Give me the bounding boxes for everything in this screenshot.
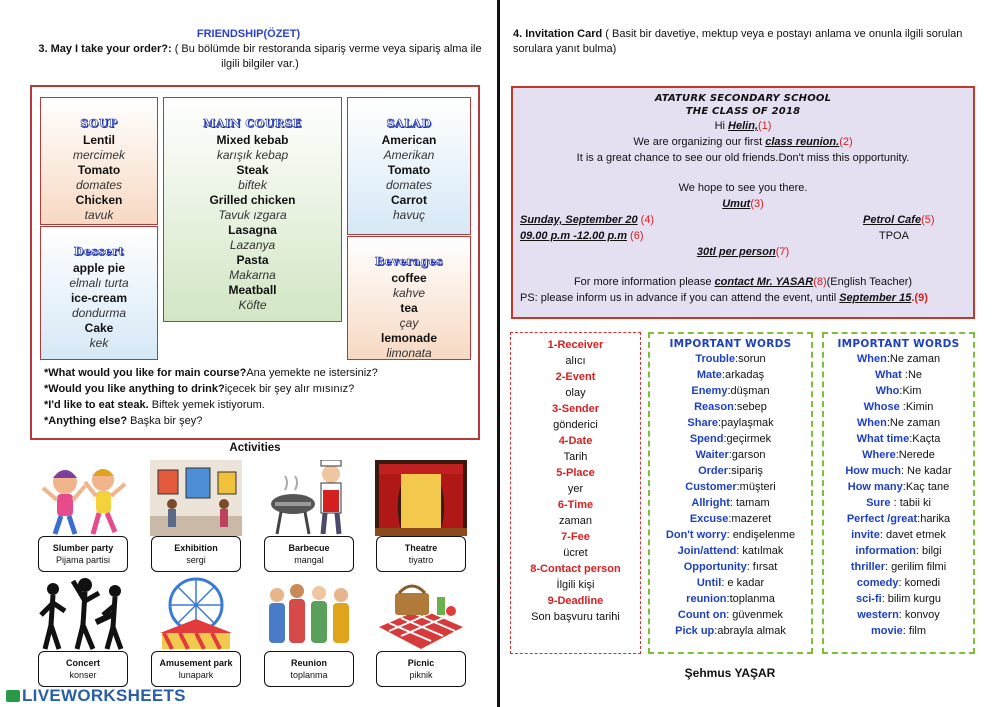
word-en: Customer	[685, 481, 737, 493]
word-row	[824, 479, 973, 495]
activity-label	[151, 536, 241, 572]
word-en: Allright	[691, 497, 730, 509]
word-row	[824, 431, 973, 447]
theatre-image	[375, 460, 467, 536]
word-row	[824, 463, 973, 479]
menu-item-en: tea	[400, 301, 418, 315]
important-words-list-1	[650, 351, 811, 639]
invitation-greeting	[513, 118, 973, 134]
word-row	[824, 527, 973, 543]
word-tr: : güvenmek	[726, 609, 784, 621]
important-words-list-2	[824, 351, 973, 639]
contact-num: (8)	[813, 276, 827, 288]
word-tr: :Ne zaman	[886, 417, 941, 429]
word-en: How many	[847, 481, 903, 493]
word-row	[824, 559, 973, 575]
question-line	[44, 397, 474, 413]
word-en: Whose	[863, 401, 903, 413]
menu-item-en: Pasta	[236, 253, 269, 267]
activity-exhibition	[146, 460, 246, 582]
important-words-box-1	[648, 332, 813, 654]
word-tr: : katılmak	[736, 545, 784, 557]
menu-item-en: Grilled chicken	[209, 193, 296, 207]
question-line	[44, 365, 474, 381]
word-en: Trouble	[695, 353, 736, 365]
activity-label	[151, 651, 241, 687]
menu-item-tr: limonata	[386, 346, 432, 360]
menu-item-tr: Tavuk ızgara	[218, 208, 287, 222]
word-row	[824, 591, 973, 607]
place-num: (5)	[921, 214, 935, 226]
word-tr: :harika	[917, 513, 951, 525]
invitation-class: THE CLASS OF 2018	[685, 106, 801, 117]
menu-dessert-title: Dessert	[73, 245, 125, 258]
part-translation: yer	[567, 483, 584, 495]
menu-item-tr: karışık kebap	[216, 148, 289, 162]
menu-item-en: ice-cream	[70, 291, 128, 305]
word-tr: :Ne	[904, 369, 923, 381]
part-label: 2-Event	[555, 371, 596, 383]
line1-pre: We are organizing our first	[633, 136, 766, 148]
word-tr: :sipariş	[728, 465, 763, 477]
part-translation: gönderici	[553, 419, 598, 431]
date-num: (4)	[637, 214, 655, 226]
word-row	[650, 527, 811, 543]
activity-label	[38, 536, 128, 572]
word-row	[650, 495, 811, 511]
word-en: Enemy	[691, 385, 728, 397]
menu-soup-card	[40, 97, 158, 225]
activity-en: Reunion	[291, 658, 327, 668]
word-tr: :Kaç tane	[902, 481, 950, 493]
menu-item-tr: Makarna	[229, 268, 276, 282]
word-tr: :abrayla almak	[714, 625, 786, 637]
menu-beverages-card	[347, 236, 471, 360]
reunion-image	[263, 575, 355, 651]
menu-item-tr: biftek	[238, 178, 267, 192]
word-en: Excuse	[689, 513, 729, 525]
ps-pre: PS: please inform us in advance if you can attend the event, until	[520, 292, 840, 304]
invitation-parts-list	[511, 337, 640, 625]
word-tr: : gerilim filmi	[885, 561, 947, 573]
word-row	[650, 607, 811, 623]
question-en: *I'd like to eat steak.	[44, 399, 149, 411]
part-label: 4-Date	[558, 435, 593, 447]
word-tr: : komedi	[898, 577, 941, 589]
word-tr: : tabii ki	[893, 497, 931, 509]
menu-item-en: Tomato	[77, 163, 121, 177]
time-value: 09.00 p.m -12.00 p.m	[520, 230, 627, 242]
activity-en: Picnic	[407, 658, 435, 668]
invitation-card	[511, 86, 975, 319]
word-row	[824, 607, 973, 623]
word-row	[824, 367, 973, 383]
part-translation: olay	[565, 387, 586, 399]
part-translation: Son başvuru tarihi	[531, 611, 620, 623]
word-en: reunion	[686, 593, 727, 605]
menu-salad-title: SALAD	[386, 117, 432, 130]
time-block	[520, 228, 644, 244]
liveworksheets-logo	[6, 686, 186, 706]
activity-theatre	[371, 460, 471, 582]
left-title: FRIENDSHIP(ÖZET)	[196, 28, 301, 40]
activity-en: Barbecue	[288, 543, 330, 553]
menu-item-tr: Amerikan	[383, 148, 435, 162]
activity-tr: piknik	[409, 670, 433, 680]
word-en: movie	[870, 625, 903, 637]
contact-pre: For more information please	[573, 276, 715, 288]
word-en: sci-fi	[856, 593, 882, 605]
word-row	[650, 559, 811, 575]
menu-item-en: coffee	[391, 271, 427, 285]
menu-item-tr: Köfte	[238, 298, 267, 312]
fee-num: (7)	[775, 246, 790, 258]
word-row	[824, 495, 973, 511]
activity-amusement-park	[146, 575, 246, 697]
left-subtitle	[30, 42, 490, 72]
left-subtitle-rest: ( Bu bölümde bir restoranda sipariş verme veya sipariş alma ile ilgili bilgiler var.)	[171, 43, 482, 70]
invitation-ps	[513, 290, 973, 306]
word-en: Join/attend	[677, 545, 737, 557]
place-sub: TPOA	[879, 230, 909, 242]
activity-en: Slumber party	[52, 543, 114, 553]
word-en: Reason	[694, 401, 734, 413]
word-tr: :Nerede	[895, 449, 935, 461]
sender-name: Umut	[722, 198, 751, 210]
word-tr: : tamam	[729, 497, 770, 509]
right-title-rest: ( Basit bir davetiye, mektup veya e postayı anlama ve onunla ilgili sorulan sorulara yanıt bulma)	[513, 28, 963, 55]
activity-concert	[33, 575, 133, 697]
activity-en: Theatre	[404, 543, 438, 553]
activity-label	[264, 651, 354, 687]
slumber-party-image	[37, 460, 129, 536]
activity-en: Concert	[65, 658, 100, 668]
word-tr: :toplanma	[726, 593, 775, 605]
contact-value: contact Mr. YASAR	[714, 276, 814, 288]
word-en: information	[855, 545, 916, 557]
word-row	[650, 351, 811, 367]
menu-item-tr: mercimek	[72, 148, 125, 162]
activity-label	[264, 536, 354, 572]
activity-barbecue	[259, 460, 359, 582]
important-words-title-1: IMPORTANT WORDS	[669, 338, 792, 350]
activity-tr: konser	[69, 670, 97, 680]
word-en: Spend	[689, 433, 724, 445]
activity-en: Amusement park	[159, 658, 233, 668]
greet-num: (1)	[757, 120, 772, 132]
word-tr: : Ne kadar	[900, 465, 952, 477]
part-label: 1-Receiver	[547, 339, 604, 351]
word-en: What time	[856, 433, 910, 445]
invitation-line2: It is a great chance to see our old friends.Don't miss this opportunity.	[576, 152, 910, 164]
menu-salad-list	[348, 133, 470, 223]
word-en: Mate	[696, 369, 722, 381]
menu-item-en: Cake	[84, 321, 114, 335]
question-tr: Biftek yemek istiyorum.	[148, 399, 265, 411]
part-translation: Tarih	[563, 451, 588, 463]
word-en: western	[857, 609, 899, 621]
word-en: Opportunity	[683, 561, 747, 573]
word-tr: :Kim	[899, 385, 922, 397]
word-tr: :sebep	[733, 401, 767, 413]
word-row	[824, 543, 973, 559]
time-num: (6)	[627, 230, 644, 242]
word-row	[650, 623, 811, 639]
line1-num: (2)	[839, 136, 853, 148]
activity-en: Exhibition	[174, 543, 218, 553]
liveworksheets-icon	[6, 690, 20, 702]
word-en: Waiter	[695, 449, 729, 461]
menu-main-list	[164, 133, 341, 313]
word-tr: :müşteri	[736, 481, 776, 493]
invitation-line3: We hope to see you there.	[678, 182, 808, 194]
date-value: Sunday, September 20	[520, 214, 638, 226]
word-en: When	[856, 353, 887, 365]
word-row	[650, 511, 811, 527]
word-row	[824, 351, 973, 367]
activity-label	[376, 651, 466, 687]
word-tr: : bilim kurgu	[881, 593, 941, 605]
invitation-contact	[513, 274, 973, 290]
word-en: invite	[851, 529, 880, 541]
word-tr: : bilgi	[915, 545, 942, 557]
word-row	[824, 623, 973, 639]
word-en: Pick up	[675, 625, 715, 637]
invitation-school: ATATURK SECONDARY SCHOOL	[654, 93, 832, 104]
deadline-num: .(9)	[911, 292, 928, 304]
question-en: *Anything else?	[44, 415, 128, 427]
invitation-date-row	[513, 212, 973, 228]
word-row	[824, 511, 973, 527]
menu-item-tr: Lazanya	[229, 238, 276, 252]
liveworksheets-text: LIVEWORKSHEETS	[22, 686, 186, 705]
menu-item-en: American	[381, 133, 437, 147]
invitation-parts-box	[510, 332, 641, 654]
right-title-bold: 4. Invitation Card	[513, 28, 603, 40]
menu-item-tr: elmalı turta	[69, 276, 129, 290]
contact-post: (English Teacher)	[826, 276, 913, 288]
word-row	[650, 575, 811, 591]
word-row	[824, 383, 973, 399]
word-row	[824, 575, 973, 591]
part-label: 5-Place	[556, 467, 595, 479]
word-row	[650, 591, 811, 607]
activity-tr: toplanma	[290, 670, 328, 680]
part-label: 6-Time	[557, 499, 594, 511]
activity-tr: Pijama partisi	[55, 555, 111, 565]
invitation-time-row	[513, 228, 973, 244]
word-row	[650, 415, 811, 431]
word-row	[650, 463, 811, 479]
word-tr: :sorun	[735, 353, 766, 365]
activities-title: Activities	[229, 442, 281, 454]
deadline-value: September 15	[839, 292, 912, 304]
activity-label	[376, 536, 466, 572]
word-en: thriller	[850, 561, 886, 573]
word-row	[650, 431, 811, 447]
menu-item-tr: kek	[89, 336, 109, 350]
part-label: 8-Contact person	[530, 563, 621, 575]
activity-label	[38, 651, 128, 687]
menu-beverages-list	[348, 271, 470, 361]
word-row	[824, 399, 973, 415]
word-tr: :Kaçta	[909, 433, 941, 445]
word-row	[650, 543, 811, 559]
word-row	[650, 479, 811, 495]
word-en: Until	[696, 577, 722, 589]
part-translation: İlgili kişi	[556, 579, 595, 591]
important-words-title-2: IMPORTANT WORDS	[837, 338, 960, 350]
word-tr: :Ne zaman	[886, 353, 941, 365]
menu-soup-list	[41, 133, 157, 223]
activity-tr: lunapark	[178, 670, 214, 680]
word-en: Sure	[866, 497, 894, 509]
picnic-image	[375, 575, 467, 651]
menu-item-en: Carrot	[390, 193, 427, 207]
word-row	[824, 415, 973, 431]
menu-item-en: Steak	[236, 163, 269, 177]
activity-tr: tiyatro	[408, 555, 434, 565]
menu-item-en: Chicken	[75, 193, 123, 207]
question-tr: Başka bir şey?	[127, 415, 203, 427]
question-line	[44, 381, 474, 397]
greet-name: Helin,	[728, 120, 758, 132]
word-tr: : film	[902, 625, 927, 637]
word-tr: :mazeret	[728, 513, 772, 525]
menu-item-tr: dondurma	[71, 306, 127, 320]
word-en: Count on	[677, 609, 727, 621]
word-en: Perfect /great	[846, 513, 918, 525]
word-tr: : e kadar	[721, 577, 765, 589]
word-tr: : endişelenme	[726, 529, 796, 541]
part-label: 9-Deadline	[547, 595, 604, 607]
word-en: comedy	[856, 577, 899, 589]
word-en: Share	[687, 417, 718, 429]
menu-item-tr: tavuk	[84, 208, 114, 222]
part-translation: ücret	[563, 547, 588, 559]
word-en: How much	[845, 465, 901, 477]
page-divider	[497, 0, 500, 707]
menu-item-tr: çay	[399, 316, 419, 330]
word-tr: :Kimin	[902, 401, 934, 413]
invitation-fee	[513, 244, 973, 260]
word-en: Where	[862, 449, 896, 461]
place-value: Petrol Cafe	[863, 214, 922, 226]
word-row	[650, 367, 811, 383]
menu-item-tr: domates	[75, 178, 123, 192]
menu-item-en: Tomato	[387, 163, 431, 177]
line1-event: class reunion.	[765, 136, 840, 148]
menu-main-card	[163, 97, 342, 322]
word-tr: :düşman	[727, 385, 770, 397]
word-tr: :arkadaş	[721, 369, 765, 381]
order-questions	[44, 365, 474, 429]
menu-item-tr: kahve	[392, 286, 426, 300]
activity-picnic	[371, 575, 471, 697]
menu-main-title: MAIN COURSE	[203, 117, 302, 130]
word-en: Order	[698, 465, 729, 477]
word-en: When	[856, 417, 887, 429]
word-tr: : fırsat	[746, 561, 778, 573]
activity-slumber-party	[33, 460, 133, 582]
activity-reunion	[259, 575, 359, 697]
sender-num: (3)	[750, 198, 764, 210]
word-row	[824, 447, 973, 463]
menu-dessert-card	[40, 226, 158, 360]
word-row	[650, 399, 811, 415]
invitation-line1	[513, 134, 973, 150]
menu-soup-title: SOUP	[80, 117, 118, 130]
word-en: Don't worry	[665, 529, 727, 541]
word-tr: : davet etmek	[879, 529, 946, 541]
word-row	[650, 383, 811, 399]
word-tr: : konvoy	[898, 609, 940, 621]
invitation-sender	[513, 196, 973, 212]
exhibition-image	[150, 460, 242, 536]
amusement-park-image	[150, 575, 242, 651]
word-en: What	[874, 369, 905, 381]
word-en: Who	[875, 385, 900, 397]
word-tr: :garson	[728, 449, 766, 461]
menu-beverages-title: Beverages	[375, 255, 443, 268]
menu-item-en: lemonade	[380, 331, 437, 345]
activity-tr: mangal	[294, 555, 324, 565]
part-translation: zaman	[558, 515, 593, 527]
author-name: Şehmus YAŞAR	[684, 666, 776, 680]
question-en: *Would you like anything to drink?	[44, 383, 225, 395]
important-words-box-2	[822, 332, 975, 654]
menu-item-en: Mixed kebab	[216, 133, 289, 147]
question-en: *What would you like for main course?	[44, 367, 247, 379]
barbecue-image	[263, 460, 355, 536]
word-tr: :paylaşmak	[717, 417, 774, 429]
right-title	[513, 27, 983, 57]
greet-pre: Hi	[714, 120, 729, 132]
question-tr: içecek bir şey alır mısınız?	[224, 383, 355, 395]
word-tr: :geçirmek	[723, 433, 772, 445]
menu-salad-card	[347, 97, 471, 235]
place-block	[863, 212, 935, 228]
menu-item-en: apple pie	[72, 261, 125, 275]
fee-value: 30tl per person	[696, 246, 776, 258]
menu-item-en: Lasagna	[228, 223, 277, 237]
part-label: 3-Sender	[551, 403, 600, 415]
menu-item-tr: domates	[385, 178, 433, 192]
date-block	[520, 212, 654, 228]
left-subtitle-bold: 3. May I take your order?:	[38, 43, 172, 55]
question-tr: Ana yemekte ne istersiniz?	[246, 367, 378, 379]
activity-tr: sergi	[186, 555, 206, 565]
word-row	[650, 447, 811, 463]
menu-item-en: Meatball	[228, 283, 277, 297]
menu-item-en: Lentil	[83, 133, 115, 147]
concert-image	[37, 575, 129, 651]
menu-item-tr: havuç	[392, 208, 426, 222]
menu-dessert-list	[41, 261, 157, 351]
part-label: 7-Fee	[561, 531, 590, 543]
question-line	[44, 413, 474, 429]
part-translation: alıcı	[565, 355, 586, 367]
